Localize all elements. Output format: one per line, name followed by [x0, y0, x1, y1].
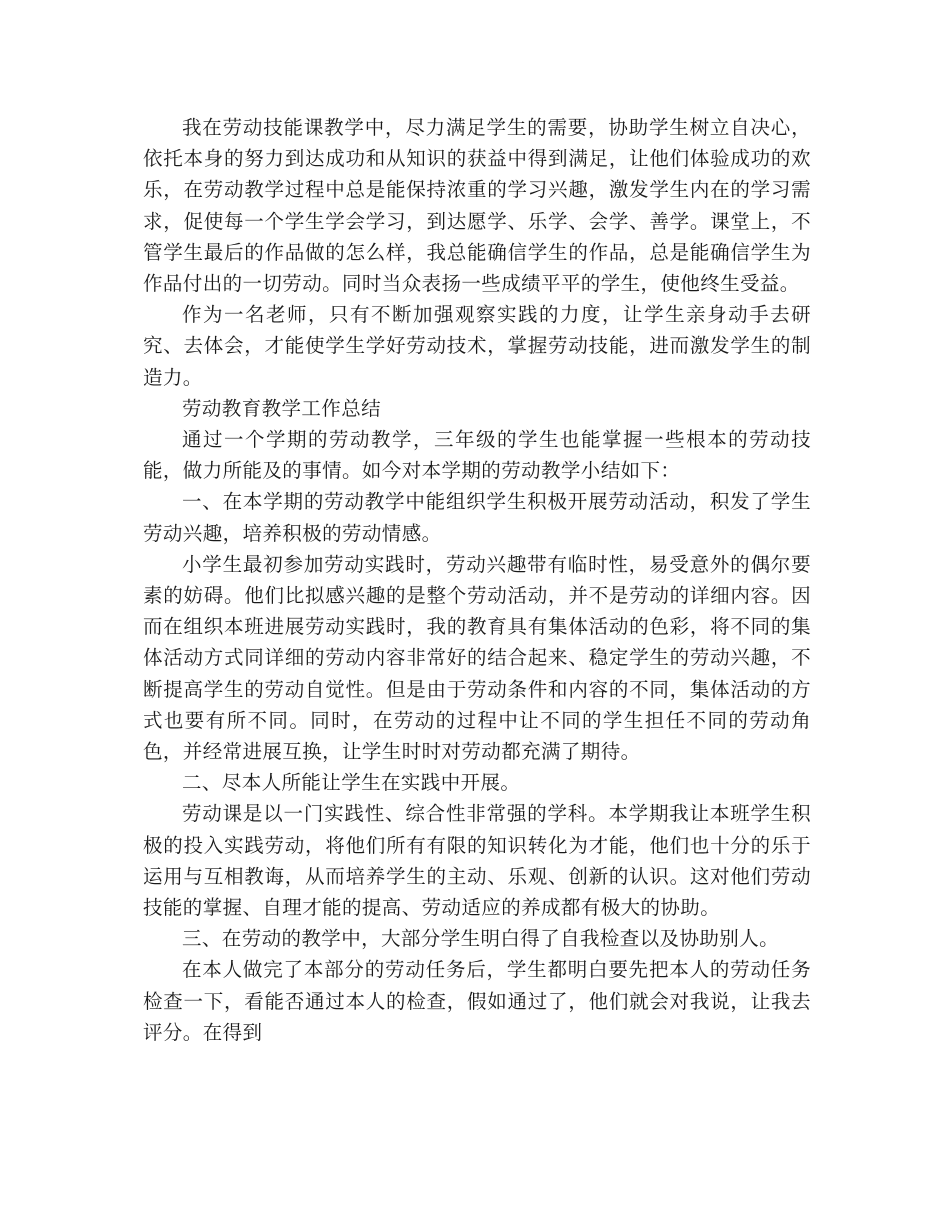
paragraph-teacher-role: 作为一名老师，只有不断加强观察实践的力度，让学生亲身动手去研究、去体会，才能使学生学好劳动技术，掌握劳动技能，进而激发学生的制造力。: [143, 303, 811, 389]
section-heading: 劳动教育教学工作总结: [182, 396, 382, 420]
paragraph-semester-intro: 通过一个学期的劳动教学，三年级的学生也能掌握一些根本的劳动技能，做力所能及的事情。如今对本学期的劳动教学小结如下：: [143, 428, 811, 483]
point-one-heading: 一、在本学期的劳动教学中能组织学生积极开展劳动活动，积发了学生劳动兴趣，培养积极的劳动情感。: [143, 490, 811, 545]
paragraph-point-two: 劳动课是以一门实践性、综合性非常强的学科。本学期我让本班学生积极的投入实践劳动，将他们所有有限的知识转化为才能，他们也十分的乐于运用与互相教诲，从而培养学生的主动、乐观、创新的认识。这对他们劳动技能的掌握、自理才能的提高、劳动适应的养成都有极大的协助。: [143, 802, 811, 920]
paragraph-point-three: 在本人做完了本部分的劳动任务后，学生都明白要先把本人的劳动任务检查一下，看能否通过本人的检查，假如通过了，他们就会对我说，让我去评分。在得到: [143, 958, 811, 1044]
paragraph-teaching-approach: 我在劳动技能课教学中，尽力满足学生的需要，协助学生树立自决心，依托本身的努力到达成功和从知识的获益中得到满足，让他们体验成功的欢乐，在劳动教学过程中总是能保持浓重的学习兴趣，激发学生内在的学习需求，促使每一个学生学会学习，到达愿学、乐学、会学、善学。课堂上，不管学生最后的作品做的怎么样，我总能确信学生的作品，总是能确信学生为作品付出的一切劳动。同时当众表扬一些成绩平平的学生，使他终生受益。: [143, 116, 811, 296]
document-body: [143, 112, 811, 1048]
point-two-heading: 二、尽本人所能让学生在实践中开展。: [182, 771, 521, 795]
paragraph-point-one: 小学生最初参加劳动实践时，劳动兴趣带有临时性，易受意外的偶尔要素的妨碍。他们比拟感兴趣的是整个劳动活动，并不是劳动的详细内容。因而在组织本班进展劳动实践时，我的教育具有集体活动的色彩，将不同的集体活动方式同详细的劳动内容非常好的结合起来、稳定学生的劳动兴趣，不断提高学生的劳动自觉性。但是由于劳动条件和内容的不同，集体活动的方式也要有所不同。同时，在劳动的过程中让不同的学生担任不同的劳动角色，并经常进展互换，让学生时时对劳动都充满了期待。: [143, 552, 811, 764]
point-three-heading: 三、在劳动的教学中，大部分学生明白得了自我检查以及协助别人。: [182, 927, 780, 951]
